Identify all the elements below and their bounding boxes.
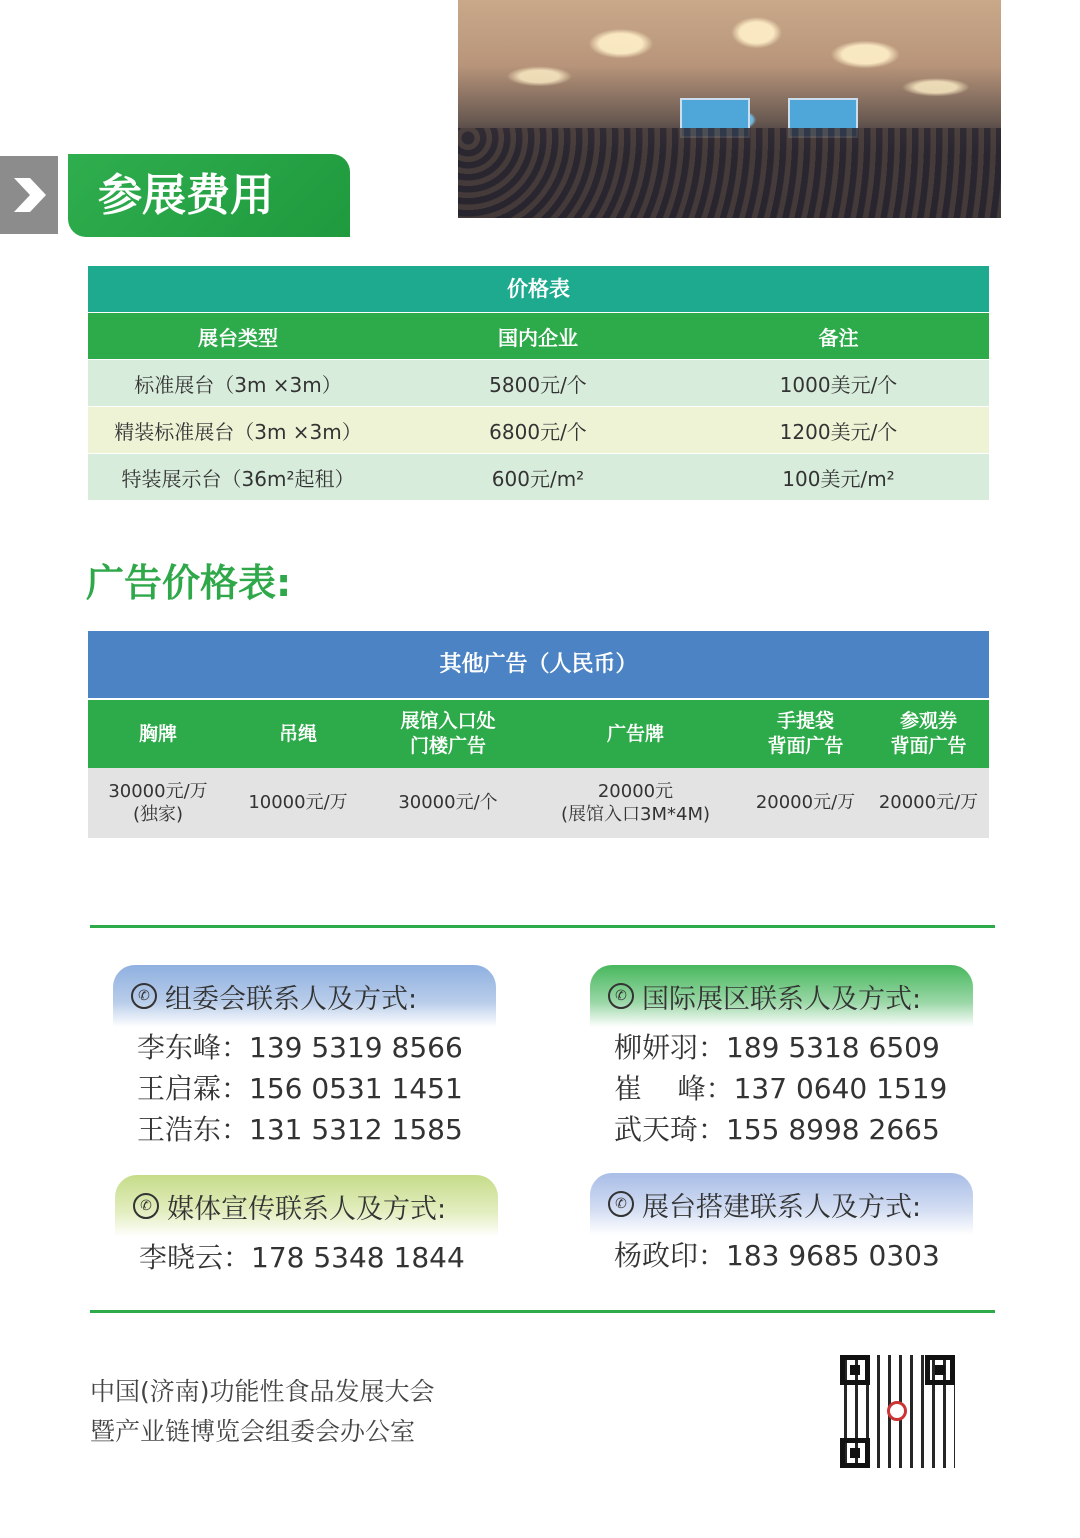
contact-line: 王启霖：156 0531 1451 — [137, 1072, 463, 1105]
header-remark: 备注 — [818, 325, 859, 350]
contact-card-header — [115, 1175, 498, 1237]
header-handbag-ad: 手提袋 背面广告 — [767, 710, 844, 757]
table-cell: 20000元/万 — [755, 792, 856, 814]
table-cell: 特装展示台（36m²起租） — [121, 466, 355, 491]
table-cell: 20000元/万 — [878, 792, 979, 814]
conference-photo — [458, 0, 1001, 218]
contact-card-international — [590, 965, 973, 1150]
contact-card-header — [590, 965, 973, 1027]
contact-card-organizing — [113, 965, 496, 1150]
contact-list — [590, 1027, 973, 1150]
contact-card-title: 展台搭建联系人及方式: — [642, 1191, 922, 1223]
qr-code[interactable] — [840, 1355, 955, 1468]
table-row — [88, 768, 989, 838]
contact-line: 武天琦：155 8998 2665 — [614, 1113, 940, 1146]
contact-list — [113, 1027, 496, 1150]
contact-card-media — [115, 1175, 498, 1278]
contact-card-title: 国际展区联系人及方式: — [642, 983, 922, 1015]
table-cell: 30000元/万 (独家) — [108, 780, 208, 825]
phone-icon: ✆ — [608, 1191, 634, 1217]
contact-card-booth — [590, 1173, 973, 1276]
qr-finder — [840, 1438, 870, 1468]
contact-list — [115, 1237, 498, 1278]
table-cell: 1200美元/个 — [779, 419, 898, 444]
header-entrance-ad: 展馆入口处 门楼广告 — [400, 710, 496, 757]
ad-price-heading: 广告价格表: — [86, 561, 292, 605]
phone-icon: ✆ — [608, 983, 634, 1009]
contact-line: 柳妍羽：189 5318 6509 — [614, 1031, 940, 1064]
header-booth-type: 展台类型 — [198, 325, 278, 350]
table-cell: 30000元/个 — [398, 792, 498, 814]
audience-crowd — [458, 128, 1001, 218]
price-table-caption: 价格表 — [88, 266, 989, 312]
section-title: 参展费用 — [68, 154, 350, 237]
table-cell: 1000美元/个 — [779, 372, 898, 397]
table-cell: 精装标准展台（3m ×3m） — [114, 419, 362, 444]
qr-finder — [840, 1355, 870, 1385]
table-cell: 20000元 (展馆入口3M*4M) — [560, 780, 710, 825]
qr-finder — [925, 1355, 955, 1385]
footer-organizer — [90, 1372, 435, 1452]
table-row — [88, 406, 989, 453]
contact-card-header — [590, 1173, 973, 1235]
table-cell: 标准展台（3m ×3m） — [134, 372, 342, 397]
contact-card-title: 媒体宣传联系人及方式: — [167, 1193, 447, 1225]
header-ticket-ad: 参观券 背面广告 — [890, 710, 967, 757]
phone-icon: ✆ — [133, 1193, 159, 1219]
price-table — [88, 266, 989, 500]
contact-card-header — [113, 965, 496, 1027]
contact-line: 李晓云：178 5348 1844 — [139, 1241, 465, 1274]
header-badge: 胸牌 — [138, 722, 177, 745]
ad-table-caption: 其他广告（人民币） — [88, 631, 989, 698]
divider — [90, 925, 995, 928]
table-cell: 10000元/万 — [248, 792, 348, 814]
phone-icon: ✆ — [131, 983, 157, 1009]
price-table-header — [88, 312, 989, 359]
table-row — [88, 359, 989, 406]
ad-table-header — [88, 698, 989, 768]
table-row — [88, 453, 989, 500]
header-billboard: 广告牌 — [606, 722, 664, 745]
chevron-right-icon — [10, 176, 48, 214]
divider — [90, 1310, 995, 1313]
qr-logo-icon — [887, 1401, 907, 1421]
footer-line: 中国(济南)功能性食品发展大会 — [90, 1377, 435, 1406]
contact-card-title: 组委会联系人及方式: — [165, 983, 418, 1015]
contact-line: 杨政印：183 9685 0303 — [614, 1239, 940, 1272]
section-arrow — [0, 156, 58, 234]
ad-table — [88, 631, 989, 838]
table-cell: 600元/m² — [491, 466, 585, 491]
contact-line: 王浩东：131 5312 1585 — [137, 1113, 463, 1146]
table-cell: 6800元/个 — [489, 419, 587, 444]
footer-line: 暨产业链博览会组委会办公室 — [90, 1417, 416, 1446]
table-cell: 100美元/m² — [782, 466, 895, 491]
contact-list — [590, 1235, 973, 1276]
header-domestic: 国内企业 — [498, 325, 578, 350]
contact-line: 崔 峰：137 0640 1519 — [614, 1072, 948, 1105]
header-lanyard: 吊绳 — [278, 722, 317, 745]
table-cell: 5800元/个 — [489, 372, 587, 397]
contact-line: 李东峰：139 5319 8566 — [137, 1031, 463, 1064]
